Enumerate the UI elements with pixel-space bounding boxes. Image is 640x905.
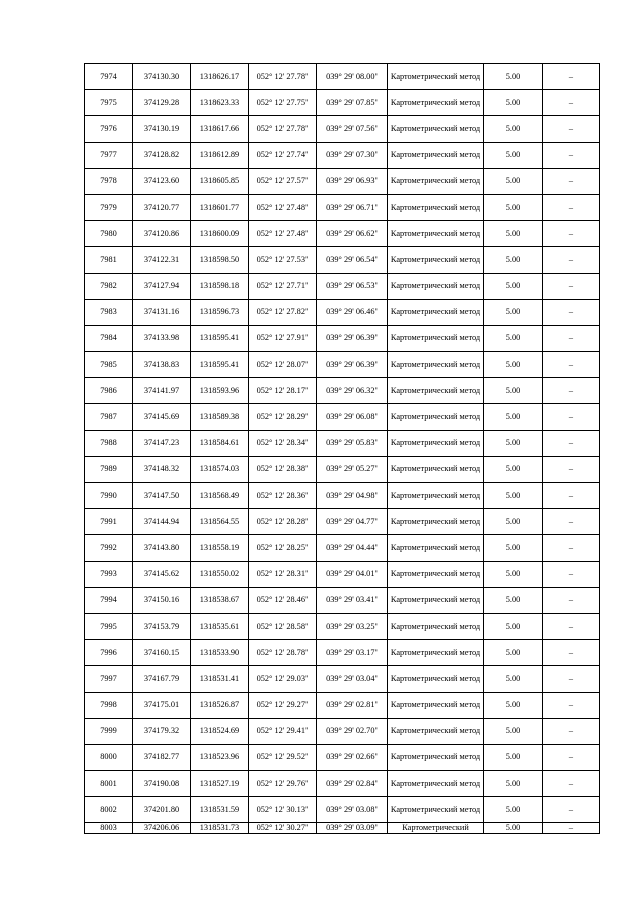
accuracy-cell: 5.00 [484,430,543,456]
latitude-cell: 052° 12' 27.78" [249,116,317,142]
method-cell: Картометрический метод [388,718,484,744]
y-coordinate-cell: 1318626.17 [191,64,249,90]
x-coordinate-cell: 374130.30 [133,64,191,90]
x-coordinate-cell: 374147.50 [133,483,191,509]
method-cell: Картометрический метод [388,221,484,247]
latitude-cell: 052° 12' 27.57" [249,168,317,194]
latitude-cell: 052° 12' 29.03" [249,666,317,692]
latitude-cell: 052° 12' 28.36" [249,483,317,509]
note-cell: – [543,142,600,168]
y-coordinate-cell: 1318526.87 [191,692,249,718]
y-coordinate-cell: 1318589.38 [191,404,249,430]
accuracy-cell: 5.00 [484,194,543,220]
note-cell: – [543,273,600,299]
x-coordinate-cell: 374160.15 [133,640,191,666]
x-coordinate-cell: 374130.19 [133,116,191,142]
x-coordinate-cell: 374127.94 [133,273,191,299]
latitude-cell: 052° 12' 27.91" [249,325,317,351]
y-coordinate-cell: 1318568.49 [191,483,249,509]
y-coordinate-cell: 1318623.33 [191,90,249,116]
point-number-cell: 7988 [85,430,133,456]
y-coordinate-cell: 1318531.59 [191,797,249,823]
point-number-cell: 7974 [85,64,133,90]
x-coordinate-cell: 374145.69 [133,404,191,430]
point-number-cell: 7991 [85,509,133,535]
table-row [85,404,600,430]
method-cell: Картометрический метод [388,64,484,90]
accuracy-cell: 5.00 [484,718,543,744]
accuracy-cell: 5.00 [484,116,543,142]
x-coordinate-cell: 374147.23 [133,430,191,456]
latitude-cell: 052° 12' 29.76" [249,771,317,797]
method-cell: Картометрический метод [388,797,484,823]
longitude-cell: 039° 29' 06.71" [317,194,388,220]
accuracy-cell: 5.00 [484,535,543,561]
accuracy-cell: 5.00 [484,378,543,404]
note-cell: – [543,404,600,430]
latitude-cell: 052° 12' 30.27" [249,823,317,834]
x-coordinate-cell: 374201.80 [133,797,191,823]
x-coordinate-cell: 374167.79 [133,666,191,692]
accuracy-cell: 5.00 [484,90,543,116]
note-cell: – [543,535,600,561]
x-coordinate-cell: 374131.16 [133,299,191,325]
method-cell: Картометрический метод [388,116,484,142]
x-coordinate-cell: 374190.08 [133,771,191,797]
point-number-cell: 7984 [85,325,133,351]
table-row [85,299,600,325]
note-cell: – [543,247,600,273]
table-row [85,483,600,509]
point-number-cell: 7990 [85,483,133,509]
x-coordinate-cell: 374179.32 [133,718,191,744]
latitude-cell: 052° 12' 28.07" [249,352,317,378]
note-cell: – [543,378,600,404]
table-row [85,666,600,692]
y-coordinate-cell: 1318600.09 [191,221,249,247]
point-number-cell: 7975 [85,90,133,116]
latitude-cell: 052° 12' 27.78" [249,64,317,90]
table-row [85,535,600,561]
longitude-cell: 039° 29' 02.70" [317,718,388,744]
y-coordinate-cell: 1318605.85 [191,168,249,194]
note-cell: – [543,561,600,587]
x-coordinate-cell: 374123.60 [133,168,191,194]
latitude-cell: 052° 12' 27.82" [249,299,317,325]
longitude-cell: 039° 29' 05.27" [317,456,388,482]
latitude-cell: 052° 12' 28.17" [249,378,317,404]
point-number-cell: 8003 [85,823,133,834]
note-cell: – [543,483,600,509]
x-coordinate-cell: 374148.32 [133,456,191,482]
method-cell: Картометрический метод [388,456,484,482]
method-cell: Картометрический метод [388,90,484,116]
latitude-cell: 052° 12' 28.28" [249,509,317,535]
table-row [85,247,600,273]
y-coordinate-cell: 1318527.19 [191,771,249,797]
x-coordinate-cell: 374153.79 [133,613,191,639]
accuracy-cell: 5.00 [484,404,543,430]
accuracy-cell: 5.00 [484,456,543,482]
note-cell: – [543,666,600,692]
latitude-cell: 052° 12' 27.75" [249,90,317,116]
point-number-cell: 7987 [85,404,133,430]
point-number-cell: 7983 [85,299,133,325]
y-coordinate-cell: 1318531.73 [191,823,249,834]
y-coordinate-cell: 1318558.19 [191,535,249,561]
method-cell: Картометрический метод [388,666,484,692]
latitude-cell: 052° 12' 28.58" [249,613,317,639]
point-number-cell: 8001 [85,771,133,797]
longitude-cell: 039° 29' 06.54" [317,247,388,273]
table-row [85,90,600,116]
table-row [85,692,600,718]
x-coordinate-cell: 374120.86 [133,221,191,247]
latitude-cell: 052° 12' 28.34" [249,430,317,456]
table-row [85,561,600,587]
point-number-cell: 7994 [85,587,133,613]
x-coordinate-cell: 374128.82 [133,142,191,168]
x-coordinate-cell: 374143.80 [133,535,191,561]
latitude-cell: 052° 12' 29.52" [249,744,317,770]
y-coordinate-cell: 1318584.61 [191,430,249,456]
y-coordinate-cell: 1318595.41 [191,325,249,351]
latitude-cell: 052° 12' 30.13" [249,797,317,823]
longitude-cell: 039° 29' 04.01" [317,561,388,587]
method-cell: Картометрический метод [388,771,484,797]
note-cell: – [543,64,600,90]
accuracy-cell: 5.00 [484,613,543,639]
table-row [85,378,600,404]
latitude-cell: 052° 12' 27.48" [249,194,317,220]
accuracy-cell: 5.00 [484,823,543,834]
x-coordinate-cell: 374175.01 [133,692,191,718]
point-number-cell: 7981 [85,247,133,273]
method-cell: Картометрический метод [388,640,484,666]
point-number-cell: 8000 [85,744,133,770]
point-number-cell: 7993 [85,561,133,587]
longitude-cell: 039° 29' 06.32" [317,378,388,404]
latitude-cell: 052° 12' 29.41" [249,718,317,744]
longitude-cell: 039° 29' 04.44" [317,535,388,561]
x-coordinate-cell: 374133.98 [133,325,191,351]
x-coordinate-cell: 374150.16 [133,587,191,613]
note-cell: – [543,456,600,482]
table-row [85,587,600,613]
accuracy-cell: 5.00 [484,247,543,273]
latitude-cell: 052° 12' 28.78" [249,640,317,666]
point-number-cell: 7979 [85,194,133,220]
longitude-cell: 039° 29' 02.84" [317,771,388,797]
method-cell: Картометрический метод [388,299,484,325]
latitude-cell: 052° 12' 27.53" [249,247,317,273]
y-coordinate-cell: 1318523.96 [191,744,249,770]
note-cell: – [543,194,600,220]
table-body [85,64,600,834]
longitude-cell: 039° 29' 06.93" [317,168,388,194]
note-cell: – [543,116,600,142]
method-cell: Картометрический метод [388,168,484,194]
y-coordinate-cell: 1318564.55 [191,509,249,535]
table-row [85,797,600,823]
longitude-cell: 039° 29' 06.53" [317,273,388,299]
method-cell: Картометрический метод [388,509,484,535]
latitude-cell: 052° 12' 29.27" [249,692,317,718]
note-cell: – [543,640,600,666]
x-coordinate-cell: 374141.97 [133,378,191,404]
longitude-cell: 039° 29' 03.41" [317,587,388,613]
accuracy-cell: 5.00 [484,168,543,194]
note-cell: – [543,613,600,639]
point-number-cell: 7999 [85,718,133,744]
x-coordinate-cell: 374206.06 [133,823,191,834]
accuracy-cell: 5.00 [484,692,543,718]
coordinates-table [84,63,600,834]
note-cell: – [543,744,600,770]
table-row [85,509,600,535]
point-number-cell: 7977 [85,142,133,168]
method-cell: Картометрический метод [388,535,484,561]
method-cell: Картометрический метод [388,561,484,587]
point-number-cell: 7980 [85,221,133,247]
x-coordinate-cell: 374120.77 [133,194,191,220]
point-number-cell: 7995 [85,613,133,639]
table-row [85,273,600,299]
table-row [85,116,600,142]
note-cell: – [543,430,600,456]
method-cell: Картометрический метод [388,692,484,718]
longitude-cell: 039° 29' 03.25" [317,613,388,639]
method-cell: Картометрический [388,823,484,834]
latitude-cell: 052° 12' 28.25" [249,535,317,561]
latitude-cell: 052° 12' 28.29" [249,404,317,430]
table-row [85,613,600,639]
accuracy-cell: 5.00 [484,221,543,247]
method-cell: Картометрический метод [388,587,484,613]
method-cell: Картометрический метод [388,483,484,509]
method-cell: Картометрический метод [388,404,484,430]
latitude-cell: 052° 12' 27.71" [249,273,317,299]
y-coordinate-cell: 1318531.41 [191,666,249,692]
method-cell: Картометрический метод [388,142,484,168]
method-cell: Картометрический метод [388,273,484,299]
accuracy-cell: 5.00 [484,299,543,325]
y-coordinate-cell: 1318598.18 [191,273,249,299]
y-coordinate-cell: 1318595.41 [191,352,249,378]
longitude-cell: 039° 29' 06.39" [317,325,388,351]
point-number-cell: 7996 [85,640,133,666]
y-coordinate-cell: 1318617.66 [191,116,249,142]
longitude-cell: 039° 29' 06.39" [317,352,388,378]
method-cell: Картометрический метод [388,430,484,456]
longitude-cell: 039° 29' 03.09" [317,823,388,834]
y-coordinate-cell: 1318596.73 [191,299,249,325]
note-cell: – [543,352,600,378]
method-cell: Картометрический метод [388,613,484,639]
table-row [85,744,600,770]
longitude-cell: 039° 29' 06.46" [317,299,388,325]
latitude-cell: 052° 12' 28.31" [249,561,317,587]
table-row [85,221,600,247]
table-row [85,718,600,744]
note-cell: – [543,587,600,613]
y-coordinate-cell: 1318574.03 [191,456,249,482]
accuracy-cell: 5.00 [484,744,543,770]
note-cell: – [543,797,600,823]
x-coordinate-cell: 374144.94 [133,509,191,535]
accuracy-cell: 5.00 [484,352,543,378]
method-cell: Картометрический метод [388,194,484,220]
y-coordinate-cell: 1318612.89 [191,142,249,168]
longitude-cell: 039° 29' 03.08" [317,797,388,823]
table-row [85,64,600,90]
accuracy-cell: 5.00 [484,771,543,797]
latitude-cell: 052° 12' 28.38" [249,456,317,482]
longitude-cell: 039° 29' 04.77" [317,509,388,535]
accuracy-cell: 5.00 [484,142,543,168]
y-coordinate-cell: 1318550.02 [191,561,249,587]
table-row [85,142,600,168]
table-row [85,771,600,797]
method-cell: Картометрический метод [388,247,484,273]
note-cell: – [543,90,600,116]
latitude-cell: 052° 12' 27.48" [249,221,317,247]
x-coordinate-cell: 374138.83 [133,352,191,378]
note-cell: – [543,823,600,834]
note-cell: – [543,325,600,351]
point-number-cell: 8002 [85,797,133,823]
point-number-cell: 7989 [85,456,133,482]
table-row [85,640,600,666]
y-coordinate-cell: 1318598.50 [191,247,249,273]
x-coordinate-cell: 374145.62 [133,561,191,587]
longitude-cell: 039° 29' 02.66" [317,744,388,770]
note-cell: – [543,509,600,535]
accuracy-cell: 5.00 [484,666,543,692]
latitude-cell: 052° 12' 28.46" [249,587,317,613]
point-number-cell: 7976 [85,116,133,142]
point-number-cell: 7986 [85,378,133,404]
y-coordinate-cell: 1318593.96 [191,378,249,404]
table-row [85,194,600,220]
longitude-cell: 039° 29' 07.56" [317,116,388,142]
accuracy-cell: 5.00 [484,640,543,666]
longitude-cell: 039° 29' 05.83" [317,430,388,456]
method-cell: Картометрический метод [388,352,484,378]
longitude-cell: 039° 29' 04.98" [317,483,388,509]
y-coordinate-cell: 1318535.61 [191,613,249,639]
table-row [85,456,600,482]
point-number-cell: 7997 [85,666,133,692]
method-cell: Картометрический метод [388,378,484,404]
note-cell: – [543,221,600,247]
longitude-cell: 039° 29' 03.17" [317,640,388,666]
longitude-cell: 039° 29' 02.81" [317,692,388,718]
longitude-cell: 039° 29' 06.08" [317,404,388,430]
method-cell: Картометрический метод [388,744,484,770]
y-coordinate-cell: 1318533.90 [191,640,249,666]
table-row [85,168,600,194]
point-number-cell: 7992 [85,535,133,561]
accuracy-cell: 5.00 [484,483,543,509]
point-number-cell: 7978 [85,168,133,194]
note-cell: – [543,771,600,797]
accuracy-cell: 5.00 [484,797,543,823]
longitude-cell: 039° 29' 06.62" [317,221,388,247]
note-cell: – [543,718,600,744]
accuracy-cell: 5.00 [484,561,543,587]
table-row [85,823,600,834]
note-cell: – [543,299,600,325]
point-number-cell: 7985 [85,352,133,378]
x-coordinate-cell: 374182.77 [133,744,191,770]
longitude-cell: 039° 29' 03.04" [317,666,388,692]
y-coordinate-cell: 1318538.67 [191,587,249,613]
point-number-cell: 7982 [85,273,133,299]
method-cell: Картометрический метод [388,325,484,351]
note-cell: – [543,168,600,194]
point-number-cell: 7998 [85,692,133,718]
accuracy-cell: 5.00 [484,273,543,299]
x-coordinate-cell: 374129.28 [133,90,191,116]
accuracy-cell: 5.00 [484,509,543,535]
table-row [85,325,600,351]
note-cell: – [543,692,600,718]
y-coordinate-cell: 1318524.69 [191,718,249,744]
longitude-cell: 039° 29' 07.85" [317,90,388,116]
table-row [85,430,600,456]
longitude-cell: 039° 29' 08.00" [317,64,388,90]
latitude-cell: 052° 12' 27.74" [249,142,317,168]
x-coordinate-cell: 374122.31 [133,247,191,273]
table-row [85,352,600,378]
longitude-cell: 039° 29' 07.30" [317,142,388,168]
y-coordinate-cell: 1318601.77 [191,194,249,220]
accuracy-cell: 5.00 [484,64,543,90]
accuracy-cell: 5.00 [484,325,543,351]
accuracy-cell: 5.00 [484,587,543,613]
